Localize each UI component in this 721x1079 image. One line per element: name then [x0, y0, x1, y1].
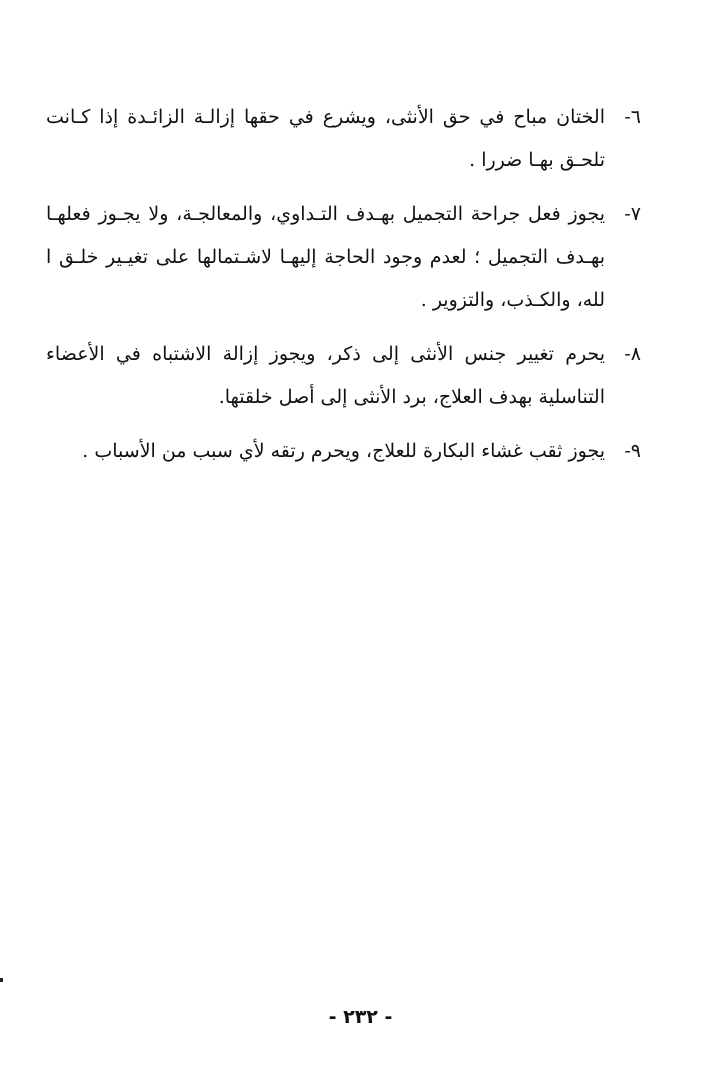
- item-text: الختان مباح في حق الأنثى، ويشرع في حقها إزالـة الزائـدة إذا كـانت تلحـق بهـا ضررا .: [46, 106, 605, 171]
- item-number: ٧-: [624, 203, 641, 225]
- item-number: ٩-: [624, 440, 641, 462]
- item-number: ٨-: [624, 343, 641, 365]
- list-item: [46, 193, 641, 322]
- page-number: - ٢٣٢ -: [328, 1006, 393, 1028]
- list-item: [46, 96, 641, 182]
- list-item: [46, 430, 641, 473]
- item-text: يحرم تغيير جنس الأنثى إلى ذكر، ويجوز إزالة الاشتباه في الأعضاء التناسلية بهدف العلاج، برد الأنثى إلى أصل خلقتها.: [46, 343, 605, 408]
- item-text: يجوز ثقب غشاء البكارة للعلاج، ويحرم رتقه لأي سبب من الأسباب .: [82, 440, 605, 462]
- list-item: [46, 333, 641, 419]
- scan-artifact: [0, 978, 3, 982]
- item-text: يجوز فعل جراحة التجميل بهـدف التـداوي، والمعالجـة، ولا يجـوز فعلهـا بهـدف التجميل ؛ لعدم وجود الحاجة إليهـا لاشـتمالها على تغيـير خلـق ا لله، والكـذب، والتزوير .: [46, 203, 605, 311]
- rulings-list: [46, 96, 641, 484]
- item-number: ٦-: [624, 106, 641, 128]
